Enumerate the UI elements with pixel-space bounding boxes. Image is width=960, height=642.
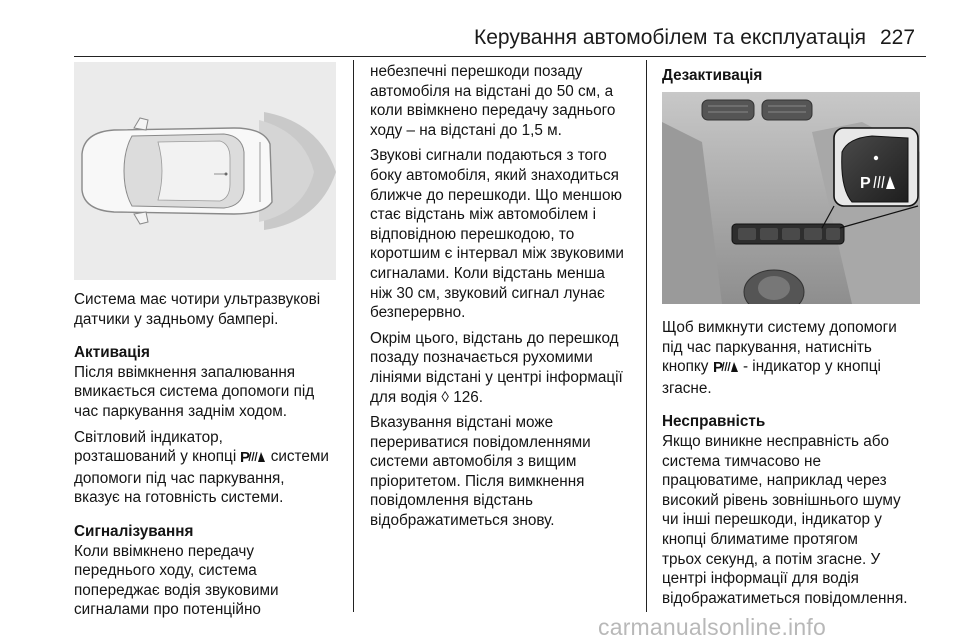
p1-line-4: ходу – на відстані до 1,5 м. — [370, 121, 562, 139]
activation-line-2: вмикається система допомоги під — [74, 383, 315, 401]
activation-line-1: Після ввімкнення запалювання — [74, 363, 296, 381]
figure-parking-sensors — [74, 62, 336, 280]
page-number: 227 — [880, 26, 916, 49]
svg-text:P: P — [712, 359, 723, 374]
p2-line-2: боку автомобіля, який знаходиться — [370, 166, 619, 184]
p3-line-4-text: для водія — [370, 388, 438, 406]
fault-line-6: кнопці блиматиме протягом — [662, 530, 858, 548]
parking-assist-icon — [240, 449, 266, 469]
fault-line-8: центрі інформації для водія — [662, 570, 859, 588]
p4-line-3: системи автомобіля з вищим — [370, 453, 577, 471]
p1-line-3: коли ввімкнено передачу заднього — [370, 102, 616, 120]
column-divider-1 — [353, 60, 354, 612]
page-reference-symbol: ◊ — [441, 388, 449, 406]
fault-line-9: відображатиметься повідомлення. — [662, 589, 908, 607]
p2-line-1: Звукові сигнали подаються з того — [370, 147, 607, 165]
indicator-line-4: вказує на готовність системи. — [74, 489, 284, 507]
deactivation-line-3-after: - індикатор у кнопці — [742, 358, 881, 376]
p2-line-3: ближче до перешкоди. Що меншою — [370, 186, 622, 204]
heading-fault: Несправність — [662, 413, 766, 431]
header-rule — [74, 56, 926, 57]
signals-line-1: Коли ввімкнено передачу — [74, 542, 255, 560]
fault-line-3: працюватиме, наприклад через — [662, 472, 887, 490]
p3-line-3: лініями відстані у центрі інформації — [370, 368, 623, 386]
signals-line-4: сигналами про потенційно — [74, 601, 261, 619]
p2-line-7: сигналами. Коли відстань менша — [370, 264, 605, 282]
column-divider-2 — [646, 60, 647, 612]
p2-line-9: безперервно. — [370, 304, 466, 322]
indicator-line-2-after: системи — [270, 448, 329, 466]
deactivation-line-4: згасне. — [662, 379, 712, 397]
page-reference-link[interactable]: 126. — [453, 388, 483, 406]
fault-line-7: трьох секунд, а потім згасне. У — [662, 550, 881, 568]
intro-line-2: датчики у задньому бампері. — [74, 310, 279, 328]
p2-line-6: коротшим є інтервал між звуковими — [370, 245, 624, 263]
fault-line-1: Якщо виникне несправність або — [662, 432, 889, 450]
p2-line-5: відповідною перешкодою, то — [370, 225, 575, 243]
signals-line-2: переднього ходу, система — [74, 562, 257, 580]
p4-line-1: Вказування відстані може — [370, 414, 554, 432]
p4-line-5: повідомлення відстань — [370, 492, 533, 510]
deactivation-line-2: під час паркування, натисніть — [662, 338, 872, 356]
p4-line-2: перериватися повідомленнями — [370, 433, 591, 451]
parking-assist-icon-2 — [713, 359, 739, 379]
p4-line-6: відображатиметься знову. — [370, 512, 555, 530]
deactivation-line-3 — [662, 357, 908, 379]
watermark[interactable]: carmanualsonline.info — [598, 614, 826, 640]
page-header-title: Керування автомобілем та експлуатація — [474, 26, 867, 49]
deactivation-line-1: Щоб вимкнути систему допомоги — [662, 319, 897, 336]
indicator-line-3: допомоги під час паркування, — [74, 469, 285, 487]
fault-line-2: система тимчасово не — [662, 452, 821, 470]
parking-button-label: P — [860, 175, 871, 192]
p2-line-4: стає відстань між автомобілем і — [370, 206, 596, 224]
signals-line-3: попереджає водія звуковими — [74, 581, 279, 599]
p1-line-2: автомобіля на відстані до 50 см, а — [370, 82, 614, 100]
fault-line-4: високий рівень зовнішнього шуму — [662, 491, 901, 509]
figure-dashboard-button — [662, 92, 920, 304]
car-top-view-illustration — [74, 62, 336, 280]
indicator-line-2 — [74, 447, 329, 469]
deactivation-line-3-before: кнопку — [662, 358, 709, 376]
p3-line-2: позаду позначається рухомими — [370, 349, 593, 367]
activation-line-3: час паркування заднім ходом. — [74, 402, 287, 420]
p4-line-4: пріоритетом. Після вимкнення — [370, 472, 585, 490]
column-1 — [74, 290, 329, 620]
svg-text:P: P — [240, 449, 251, 464]
indicator-line-2-before: розташований у кнопці — [74, 448, 237, 466]
indicator-line-1: Світловий індикатор, — [74, 428, 223, 446]
heading-signals: Сигналізування — [74, 522, 194, 540]
p3-line-1: Окрім цього, відстань до перешкод — [370, 329, 619, 347]
heading-deactivation: Дезактивація — [662, 67, 763, 84]
column-3 — [662, 318, 908, 608]
column-2 — [370, 62, 624, 531]
heading-activation: Активація — [74, 344, 150, 362]
p1-line-1: небезпечні перешкоди позаду — [370, 63, 583, 80]
fault-line-5: чи інші перешкоди, індикатор у — [662, 511, 882, 529]
column-3-top — [662, 66, 762, 86]
p3-line-4 — [370, 388, 624, 408]
intro-line-1: Система має чотири ультразвукові — [74, 291, 321, 308]
dashboard-illustration — [662, 92, 920, 304]
p2-line-8: ніж 30 см, звуковий сигнал лунає — [370, 284, 605, 302]
